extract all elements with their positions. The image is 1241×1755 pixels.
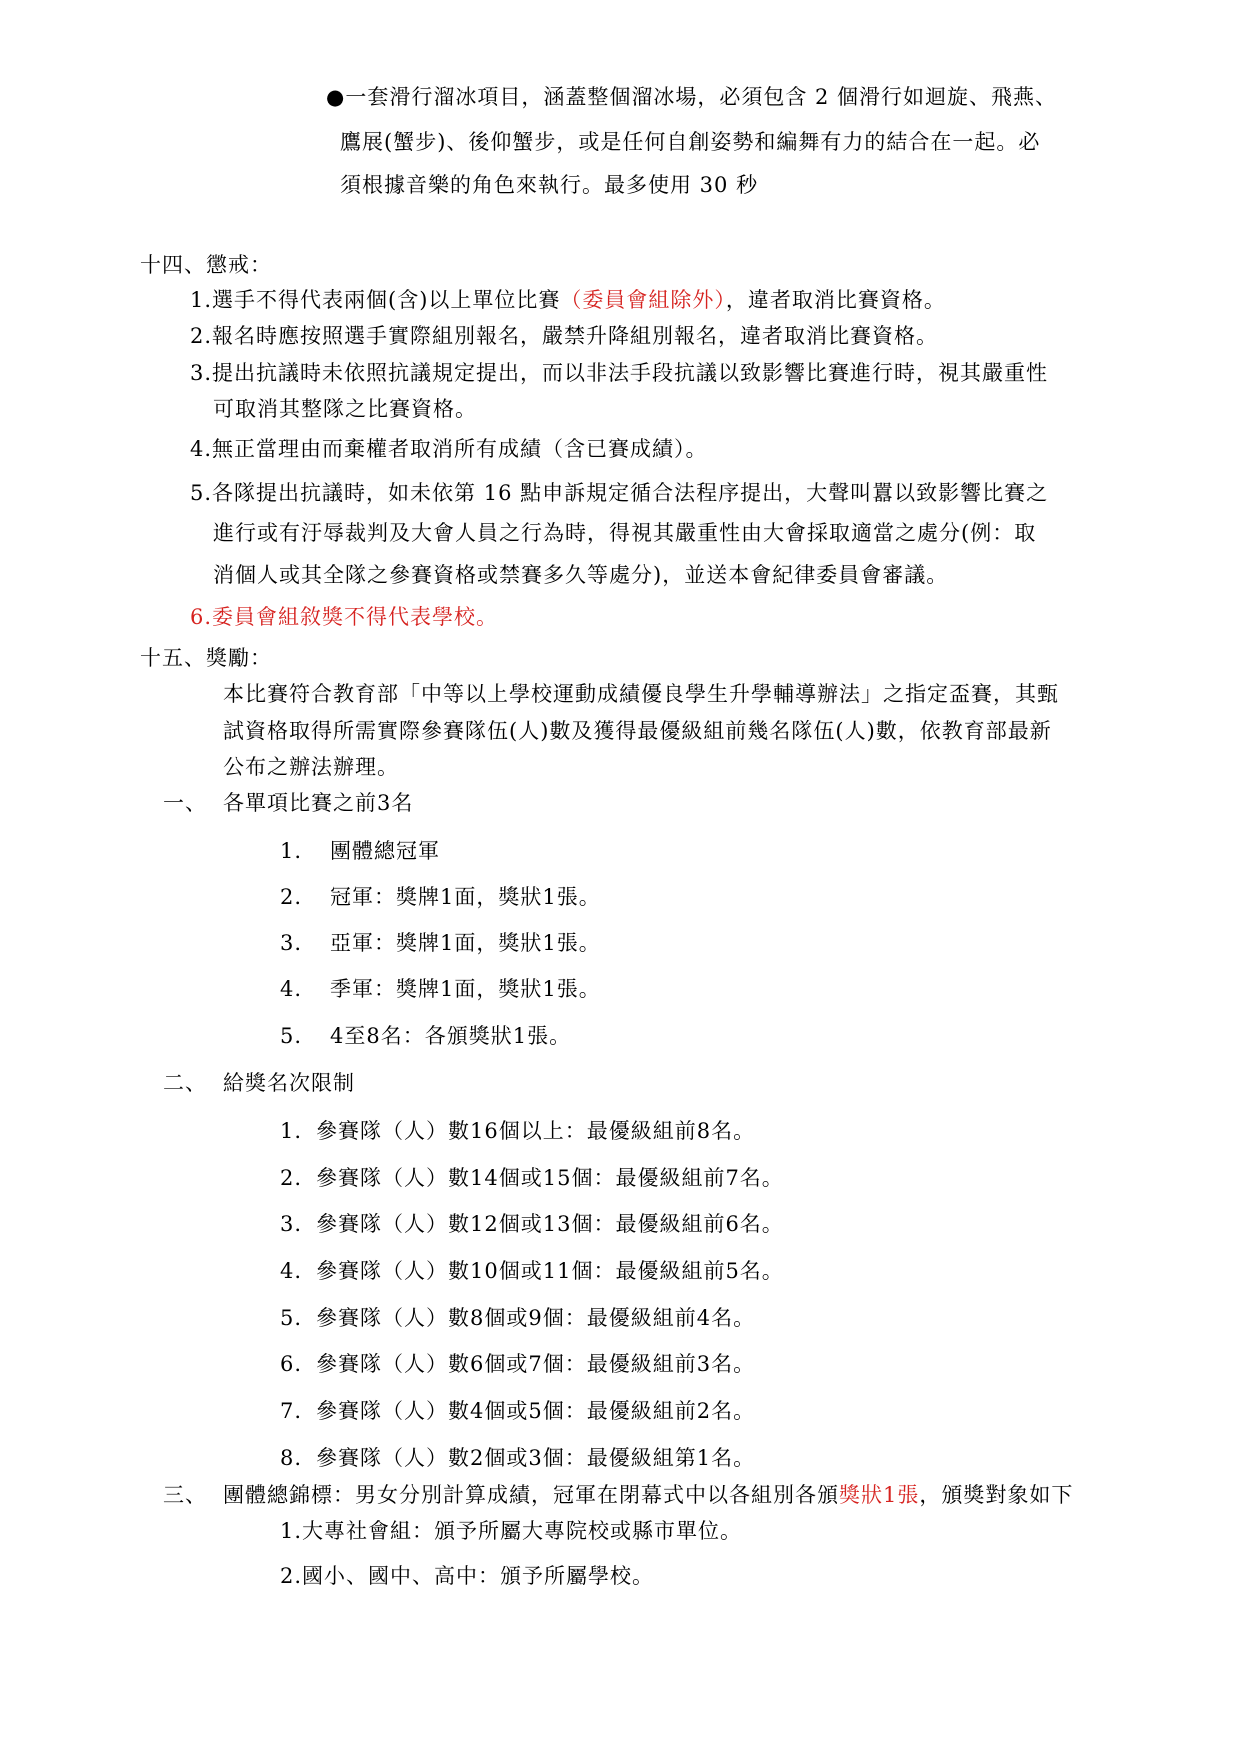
list-item-text: 參賽隊（人）數14個或15個：最優級組前7名。	[316, 1166, 784, 1190]
awards-sec1-item	[280, 974, 601, 1004]
awards-sec2-title: 給獎名次限制	[223, 1071, 355, 1095]
awards-intro-line-1: 本比賽符合教育部「中等以上學校運動成績優良學生升學輔導辦法」之指定盃賽，其甄	[223, 682, 1059, 706]
awards-heading: 十五、獎勵：	[140, 646, 272, 670]
list-number: 3.	[280, 931, 303, 955]
list-item-text: 冠軍：獎牌1面，獎狀1張。	[330, 885, 601, 909]
list-number: 1.	[280, 1119, 303, 1143]
list-item-text: 團體總冠軍	[330, 839, 440, 863]
awards-sec2-item	[280, 1349, 755, 1379]
penalty-item-1	[190, 285, 946, 315]
list-item-text: 參賽隊（人）數8個或9個：最優級組前4名。	[316, 1306, 756, 1330]
list-number: 4.	[280, 1259, 303, 1283]
awards-sec3-item-1: 1.大專社會組：頒予所屬大專院校或縣市單位。	[280, 1519, 743, 1543]
penalty-item-5-line-2: 進行或有汙辱裁判及大會人員之行為時，得視其嚴重性由大會採取適當之處分(例：取	[213, 521, 1037, 545]
awards-sec3-title: 團體總錦標：男女分別計算成績，冠軍在閉幕式中以各組別各頒	[223, 1483, 839, 1507]
skating-line-3: 須根據音樂的角色來執行。最多使用 30 秒	[340, 173, 759, 197]
awards-sec2-item	[280, 1116, 755, 1146]
list-item-text: 參賽隊（人）數16個以上：最優級組前8名。	[316, 1119, 756, 1143]
awards-sec1-item	[280, 836, 440, 866]
awards-sec3-label: 三、	[163, 1483, 207, 1507]
list-number: 7.	[280, 1399, 303, 1423]
list-item-text: 參賽隊（人）數10個或11個：最優級組前5名。	[316, 1259, 784, 1283]
awards-sec1-item	[280, 1021, 571, 1051]
list-number: 5.	[280, 1024, 303, 1048]
skating-line-1: ●一套滑行溜冰項目，涵蓋整個溜冰場，必須包含 2 個滑行如迴旋、飛燕、	[326, 85, 1058, 109]
awards-sec2-heading	[163, 1068, 355, 1098]
penalty-item-1-tail: ，違者取消比賽資格。	[725, 288, 946, 312]
list-number: 3.	[280, 1212, 303, 1236]
awards-sec2-item	[280, 1303, 755, 1333]
penalty-item-6: 6.委員會組敘獎不得代表學校。	[190, 605, 499, 629]
penalty-heading: 十四、懲戒：	[140, 253, 272, 277]
list-item-text: 參賽隊（人）數6個或7個：最優級組前3名。	[316, 1352, 756, 1376]
list-item-text: 季軍：獎牌1面，獎狀1張。	[330, 977, 601, 1001]
awards-intro-line-3: 公布之辦法辦理。	[223, 755, 399, 779]
list-number: 2.	[280, 1166, 303, 1190]
list-item-text: 參賽隊（人）數4個或5個：最優級組前2名。	[316, 1399, 756, 1423]
awards-sec1-label: 一、	[163, 791, 207, 815]
list-number: 1.	[280, 839, 303, 863]
awards-sec3-certificate: 獎狀1張	[839, 1483, 920, 1507]
awards-sec2-item	[280, 1163, 784, 1193]
awards-sec1-item	[280, 928, 601, 958]
penalty-item-1-exception: （委員會組除外）	[560, 288, 726, 312]
awards-sec3-item-2: 2.國小、國中、高中：頒予所屬學校。	[280, 1564, 655, 1588]
awards-sec2-item	[280, 1209, 784, 1239]
penalty-item-3-line-2: 可取消其整隊之比賽資格。	[213, 397, 477, 421]
penalty-item-4: 4.無正當理由而棄權者取消所有成績（含已賽成績）。	[190, 437, 708, 461]
penalty-item-1-text: 1.選手不得代表兩個(含)以上單位比賽	[190, 288, 561, 312]
list-item-text: 亞軍：獎牌1面，獎狀1張。	[330, 931, 601, 955]
list-item-text: 參賽隊（人）數2個或3個：最優級組第1名。	[316, 1446, 756, 1470]
awards-sec2-item	[280, 1256, 784, 1286]
skating-line-2: 鷹展(蟹步)、後仰蟹步，或是任何自創姿勢和編舞有力的結合在一起。必	[340, 130, 1041, 154]
list-item-text: 參賽隊（人）數12個或13個：最優級組前6名。	[316, 1212, 784, 1236]
awards-sec2-label: 二、	[163, 1071, 207, 1095]
awards-sec3-title-tail: ，頒獎對象如下	[919, 1483, 1074, 1507]
penalty-item-3-line-1: 3.提出抗議時未依照抗議規定提出，而以非法手段抗議以致影響比賽進行時，視其嚴重性	[190, 361, 1049, 385]
awards-sec1-title: 各單項比賽之前3名	[223, 791, 414, 815]
awards-sec2-item	[280, 1396, 755, 1426]
list-number: 5.	[280, 1306, 303, 1330]
penalty-item-2: 2.報名時應按照選手實際組別報名，嚴禁升降組別報名，違者取消比賽資格。	[190, 324, 939, 348]
list-number: 6.	[280, 1352, 303, 1376]
list-number: 8.	[280, 1446, 303, 1470]
awards-sec1-heading	[163, 788, 413, 818]
penalty-item-5-line-1: 5.各隊提出抗議時，如未依第 16 點申訴規定循合法程序提出，大聲叫囂以致影響比賽之	[190, 481, 1049, 505]
awards-sec1-item	[280, 882, 601, 912]
list-number: 4.	[280, 977, 303, 1001]
awards-sec2-item	[280, 1443, 755, 1473]
awards-intro-line-2: 試資格取得所需實際參賽隊伍(人)數及獲得最優級組前幾名隊伍(人)數，依教育部最新	[223, 719, 1052, 743]
penalty-item-5-line-3: 消個人或其全隊之參賽資格或禁賽多久等處分)，並送本會紀律委員會審議。	[213, 563, 949, 587]
awards-sec3-heading	[163, 1480, 1073, 1510]
list-number: 2.	[280, 885, 303, 909]
list-item-text: 4至8名：各頒獎狀1張。	[330, 1024, 572, 1048]
